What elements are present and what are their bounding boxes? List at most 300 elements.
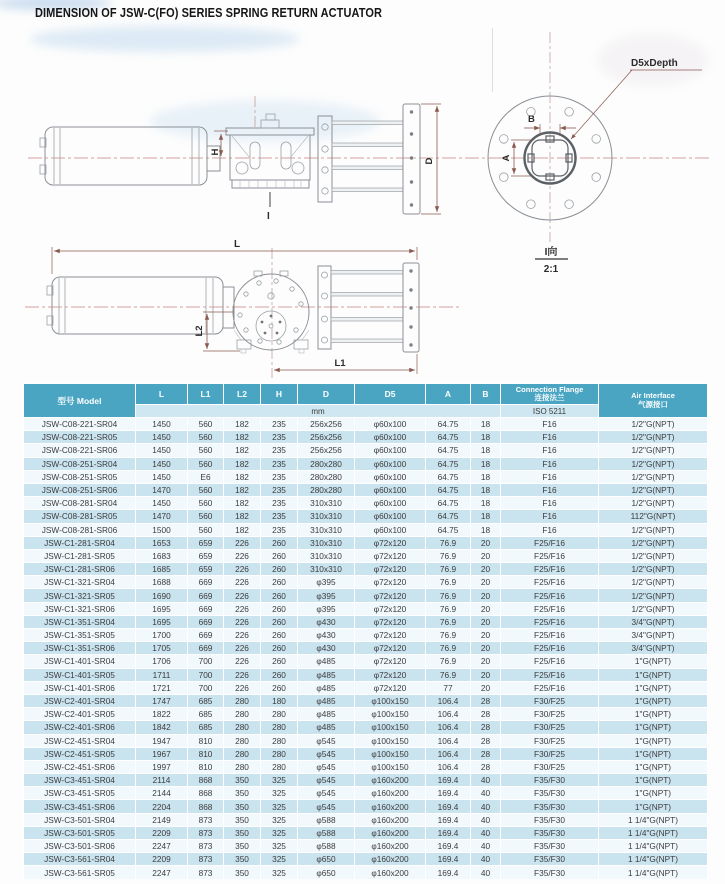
cell-model: JSW-C1-281-SR04 [24,536,136,549]
cell-value: 1695 [136,615,188,628]
cell-value: 235 [261,483,298,496]
table-row [24,444,708,457]
header-a: A [426,384,471,405]
cell-value: 235 [261,431,298,444]
dim-label-d5-depth: D5xDepth [631,58,678,69]
cell-value: φ395 [298,576,355,589]
cell-value: 280 [224,747,261,760]
table-row [24,549,708,562]
cell-value: φ430 [298,615,355,628]
cell-value: 325 [261,787,298,800]
cell-value: 659 [188,549,224,562]
cell-value: 182 [224,483,261,496]
cell-value: 106.4 [426,734,471,747]
cell-value: F25/F16 [501,655,599,668]
cell-value: 260 [261,549,298,562]
cell-value: 1711 [136,668,188,681]
cell-value: φ545 [298,734,355,747]
table-row [24,774,708,787]
cell-value: 40 [471,813,501,826]
table-row [24,418,708,431]
cell-value: F35/F30 [501,853,599,866]
cell-value: 1/2"G(NPT) [599,470,708,483]
cell-value: 180 [261,694,298,707]
table-row [24,668,708,681]
cell-value: 76.9 [426,642,471,655]
dim-label-l1: L1 [334,358,346,369]
header-l: L [136,384,188,405]
page-title: DIMENSION OF JSW-C(FO) SERIES SPRING RETURN ACTUATOR [35,6,382,20]
cell-value: F25/F16 [501,563,599,576]
cell-value: 256x256 [298,444,355,457]
cell-value: φ100x150 [355,708,426,721]
cell-value: 669 [188,576,224,589]
cell-value: 112"G(NPT) [599,510,708,523]
cell-value: φ160x200 [355,826,426,839]
cell-value: 182 [224,431,261,444]
cell-value: F16 [501,497,599,510]
cell-value: 810 [188,760,224,773]
cell-value: 64.75 [426,431,471,444]
cell-value: 1842 [136,721,188,734]
cell-value: 700 [188,668,224,681]
cell-value: 169.4 [426,787,471,800]
cell-value: 280x280 [298,470,355,483]
cell-value: 226 [224,549,261,562]
cell-value: 2204 [136,800,188,813]
cell-model: JSW-C08-221-SR05 [24,431,136,444]
cell-model: JSW-C2-451-SR05 [24,747,136,760]
cell-value: 20 [471,615,501,628]
cell-value: 560 [188,523,224,536]
cell-value: 1 1/4"G(NPT) [599,840,708,853]
cell-value: 64.75 [426,470,471,483]
cell-value: 76.9 [426,536,471,549]
cell-value: 1"G(NPT) [599,655,708,668]
header-model: 型号 Model [24,384,136,418]
cell-value: φ60x100 [355,497,426,510]
cell-value: φ485 [298,694,355,707]
cell-value: 169.4 [426,840,471,853]
cell-value: φ160x200 [355,853,426,866]
cell-value: 235 [261,470,298,483]
cell-value: φ545 [298,760,355,773]
cell-value: 169.4 [426,800,471,813]
cell-value: 350 [224,826,261,839]
cell-value: 226 [224,589,261,602]
cell-value: 1 1/4"G(NPT) [599,826,708,839]
cell-value: φ60x100 [355,457,426,470]
cell-value: 260 [261,642,298,655]
cell-value: φ160x200 [355,840,426,853]
cell-value: 1/2"G(NPT) [599,549,708,562]
cell-model: JSW-C08-281-SR04 [24,497,136,510]
table-row [24,800,708,813]
cell-value: 868 [188,774,224,787]
cell-model: JSW-C3-561-SR04 [24,853,136,866]
cell-value: φ545 [298,774,355,787]
cell-value: 20 [471,576,501,589]
cell-value: 169.4 [426,853,471,866]
header-l1: L1 [188,384,224,405]
cell-value: 325 [261,826,298,839]
cell-value: φ60x100 [355,523,426,536]
cell-value: 226 [224,615,261,628]
cell-model: JSW-C1-351-SR06 [24,642,136,655]
cell-model: JSW-C3-561-SR05 [24,866,136,879]
cell-value: 235 [261,510,298,523]
cell-value: 1690 [136,589,188,602]
cell-value: 76.9 [426,563,471,576]
cell-value: 235 [261,444,298,457]
cell-value: 3/4"G(NPT) [599,615,708,628]
cell-value: F30/F25 [501,734,599,747]
cell-value: 1450 [136,444,188,457]
cell-model: JSW-C08-221-SR04 [24,418,136,431]
header-h: H [261,384,298,405]
cell-value: 873 [188,853,224,866]
cell-value: 1450 [136,497,188,510]
cell-value: 40 [471,774,501,787]
cell-value: 1 1/4"G(NPT) [599,853,708,866]
cell-value: 669 [188,629,224,642]
cell-value: 1/2"G(NPT) [599,483,708,496]
cell-value: 280 [224,721,261,734]
dim-label-l: L [233,239,241,250]
cell-value: 1/2"G(NPT) [599,589,708,602]
cell-value: 873 [188,826,224,839]
cell-value: φ650 [298,866,355,879]
cell-value: 325 [261,840,298,853]
cell-value: F30/F25 [501,694,599,707]
cell-value: φ430 [298,629,355,642]
cell-value: φ160x200 [355,866,426,879]
cell-value: 1695 [136,602,188,615]
cell-value: 560 [188,457,224,470]
cell-value: φ72x120 [355,563,426,576]
cell-value: 560 [188,510,224,523]
cell-value: 1700 [136,629,188,642]
cell-value: 226 [224,668,261,681]
cell-value: 28 [471,721,501,734]
cell-value: 182 [224,444,261,457]
cell-value: 1683 [136,549,188,562]
cell-value: 1470 [136,510,188,523]
cell-value: 2247 [136,840,188,853]
cell-value: 20 [471,602,501,615]
cell-value: 64.75 [426,523,471,536]
table-row [24,589,708,602]
cell-value: F25/F16 [501,589,599,602]
table-row [24,721,708,734]
cell-model: JSW-C2-401-SR04 [24,694,136,707]
cell-model: JSW-C1-401-SR06 [24,681,136,694]
cell-model: JSW-C08-251-SR05 [24,470,136,483]
cell-value: 280 [261,760,298,773]
cell-value: 260 [261,536,298,549]
cell-value: 20 [471,681,501,694]
cell-value: 260 [261,668,298,681]
table-row [24,840,708,853]
cell-value: 669 [188,642,224,655]
cell-value: 28 [471,734,501,747]
table-row [24,431,708,444]
cell-model: JSW-C08-251-SR06 [24,483,136,496]
cell-value: 2114 [136,774,188,787]
cell-value: 28 [471,760,501,773]
cell-value: 64.75 [426,444,471,457]
cell-value: 1500 [136,523,188,536]
cell-value: 226 [224,681,261,694]
cell-value: φ395 [298,589,355,602]
cell-value: 20 [471,536,501,549]
cell-value: φ72x120 [355,536,426,549]
cell-value: 28 [471,747,501,760]
technical-drawing [0,0,725,380]
cell-value: 182 [224,510,261,523]
cell-value: 235 [261,418,298,431]
cell-value: φ100x150 [355,747,426,760]
cell-value: 169.4 [426,813,471,826]
table-row [24,813,708,826]
table-row [24,536,708,549]
cell-model: JSW-C08-281-SR06 [24,523,136,536]
cell-value: 20 [471,668,501,681]
cell-model: JSW-C1-281-SR06 [24,563,136,576]
cell-value: 77 [426,681,471,694]
cell-value: φ100x150 [355,721,426,734]
cell-value: 350 [224,866,261,879]
cell-value: 18 [471,523,501,536]
header-air-interface [599,384,708,418]
cell-value: 18 [471,431,501,444]
cell-value: 1967 [136,747,188,760]
cell-value: 182 [224,523,261,536]
cell-model: JSW-C3-451-SR04 [24,774,136,787]
cell-value: 260 [261,655,298,668]
cell-value: 350 [224,840,261,853]
dim-label-a: A [501,154,512,162]
header-unit: mm [136,405,501,418]
cell-value: 18 [471,483,501,496]
cell-value: φ485 [298,681,355,694]
cell-value: 669 [188,589,224,602]
cell-value: 310x310 [298,510,355,523]
cell-value: 1"G(NPT) [599,734,708,747]
header-connection-flange-en: Connection Flange [515,384,584,394]
table-row [24,483,708,496]
cell-value: 560 [188,418,224,431]
cell-value: F35/F30 [501,813,599,826]
header-connection-flange-cn: 连接法兰 [534,393,565,402]
header-b: B [471,384,501,405]
cell-value: 310x310 [298,549,355,562]
cell-model: JSW-C1-401-SR05 [24,668,136,681]
cell-value: 226 [224,629,261,642]
cell-value: 280 [224,734,261,747]
cell-value: 1/2"G(NPT) [599,497,708,510]
cell-value: φ545 [298,800,355,813]
cell-value: 18 [471,497,501,510]
cell-value: 18 [471,457,501,470]
header-connection-flange [501,384,599,405]
cell-model: JSW-C1-401-SR04 [24,655,136,668]
cell-value: φ72x120 [355,655,426,668]
cell-value: F16 [501,431,599,444]
cell-value: 3/4"G(NPT) [599,629,708,642]
cell-value: 64.75 [426,483,471,496]
cell-value: 1947 [136,734,188,747]
cell-value: 280 [261,747,298,760]
cell-value: 106.4 [426,721,471,734]
table-row [24,734,708,747]
cell-value: φ60x100 [355,470,426,483]
cell-value: φ100x150 [355,734,426,747]
cell-value: 226 [224,576,261,589]
cell-value: 685 [188,721,224,734]
cell-value: 560 [188,497,224,510]
cell-value: 350 [224,800,261,813]
cell-value: 106.4 [426,708,471,721]
cell-value: 1/2"G(NPT) [599,523,708,536]
cell-value: 182 [224,497,261,510]
cell-value: φ72x120 [355,642,426,655]
cell-value: 235 [261,497,298,510]
cell-model: JSW-C2-451-SR06 [24,760,136,773]
cell-value: 76.9 [426,655,471,668]
cell-model: JSW-C3-501-SR06 [24,840,136,853]
cell-value: F25/F16 [501,602,599,615]
cell-value: 700 [188,681,224,694]
cell-value: 260 [261,629,298,642]
cell-value: 350 [224,774,261,787]
cell-value: 325 [261,774,298,787]
cell-value: 182 [224,457,261,470]
cell-value: F35/F30 [501,774,599,787]
cell-value: 1 1/4"G(NPT) [599,866,708,879]
cell-value: φ485 [298,655,355,668]
cell-value: 2247 [136,866,188,879]
cell-value: 700 [188,655,224,668]
cell-value: 20 [471,655,501,668]
cell-value: 1/2"G(NPT) [599,444,708,457]
cell-value: 810 [188,747,224,760]
cell-value: φ72x120 [355,615,426,628]
cell-value: 2144 [136,787,188,800]
cell-value: 1 1/4"G(NPT) [599,813,708,826]
cell-value: 1"G(NPT) [599,787,708,800]
cell-model: JSW-C1-321-SR04 [24,576,136,589]
cell-value: 260 [261,576,298,589]
cell-value: 1653 [136,536,188,549]
table-row [24,523,708,536]
cell-value: 280 [224,760,261,773]
cell-value: 560 [188,483,224,496]
cell-value: 1"G(NPT) [599,708,708,721]
cell-value: 1705 [136,642,188,655]
cell-value: 76.9 [426,668,471,681]
dim-label-l2: L2 [194,325,205,337]
cell-value: F16 [501,444,599,457]
cell-value: 106.4 [426,760,471,773]
header-air-interface-en: Air Interface [631,391,675,400]
cell-value: φ588 [298,826,355,839]
table-row [24,563,708,576]
table-row [24,629,708,642]
cell-value: 235 [261,523,298,536]
cell-value: 1"G(NPT) [599,668,708,681]
cell-value: 1"G(NPT) [599,800,708,813]
cell-value: 40 [471,840,501,853]
table-row [24,694,708,707]
cell-value: 256x256 [298,431,355,444]
table-body [24,418,708,880]
cell-value: 260 [261,589,298,602]
cell-value: 182 [224,418,261,431]
cell-value: φ588 [298,840,355,853]
cell-value: F25/F16 [501,681,599,694]
cell-value: 1706 [136,655,188,668]
cell-value: φ72x120 [355,549,426,562]
cell-value: F25/F16 [501,549,599,562]
cell-value: 76.9 [426,589,471,602]
cell-model: JSW-C3-501-SR05 [24,826,136,839]
cell-value: 2149 [136,813,188,826]
cell-model: JSW-C2-401-SR06 [24,721,136,734]
cell-value: F25/F16 [501,536,599,549]
cell-value: E6 [188,470,224,483]
cell-value: F25/F16 [501,576,599,589]
cell-value: 226 [224,563,261,576]
cell-value: F35/F30 [501,866,599,879]
cell-value: 873 [188,866,224,879]
cell-value: 310x310 [298,523,355,536]
cell-value: 28 [471,694,501,707]
cell-value: φ72x120 [355,602,426,615]
cell-value: F16 [501,457,599,470]
header-l2: L2 [224,384,261,405]
cell-value: F16 [501,418,599,431]
cell-value: φ545 [298,787,355,800]
cell-value: φ160x200 [355,813,426,826]
cell-model: JSW-C1-281-SR05 [24,549,136,562]
cell-value: F35/F30 [501,840,599,853]
cell-value: 1"G(NPT) [599,721,708,734]
table-row [24,760,708,773]
table-row [24,510,708,523]
cell-value: φ72x120 [355,589,426,602]
header-air-interface-cn: 气源接口 [638,399,668,409]
cell-model: JSW-C08-281-SR05 [24,510,136,523]
cell-value: 76.9 [426,615,471,628]
cell-model: JSW-C1-351-SR04 [24,615,136,628]
cell-value: 106.4 [426,694,471,707]
cell-value: F30/F25 [501,721,599,734]
cell-value: φ72x120 [355,681,426,694]
cell-value: 182 [224,470,261,483]
table-row [24,853,708,866]
cell-value: 659 [188,536,224,549]
cell-model: JSW-C1-321-SR05 [24,589,136,602]
view-scale-label: 2:1 [543,264,559,275]
cell-value: F25/F16 [501,668,599,681]
cell-value: 280 [224,694,261,707]
cell-value: φ60x100 [355,418,426,431]
cell-value: φ430 [298,642,355,655]
cell-value: F30/F25 [501,747,599,760]
cell-value: 20 [471,629,501,642]
cell-value: F16 [501,470,599,483]
